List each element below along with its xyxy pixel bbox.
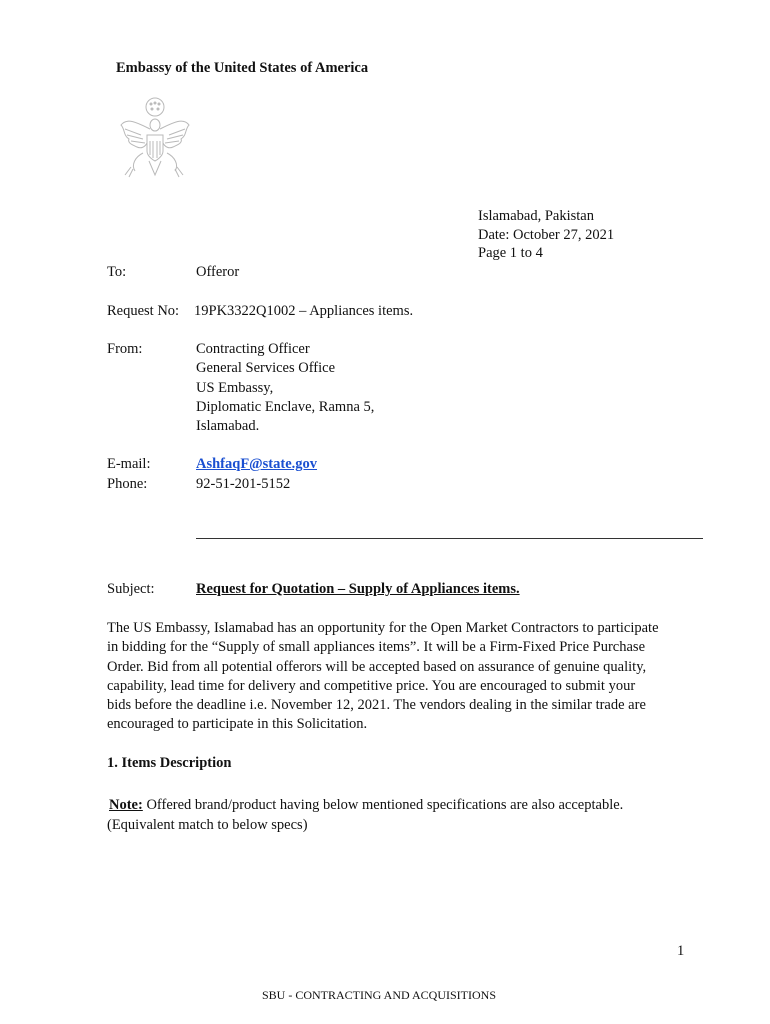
page-number: 1 bbox=[677, 943, 685, 959]
place-line: Islamabad, Pakistan bbox=[478, 208, 594, 224]
request-value: 19PK3322Q1002 – Appliances items. bbox=[194, 303, 414, 319]
phone-label: Phone: bbox=[107, 476, 148, 492]
from-line: US Embassy, bbox=[196, 380, 274, 396]
body-line: bids before the deadline i.e. November 12, 2021. The vendors dealing in the similar trade are bbox=[107, 697, 646, 713]
from-line: Diplomatic Enclave, Ramna 5, bbox=[196, 399, 375, 415]
to-value: Offeror bbox=[196, 264, 240, 280]
note-text: Offered brand/product having below mentioned specifications are also acceptable. bbox=[142, 797, 624, 813]
note-label: Note: bbox=[109, 797, 143, 813]
classification-footer: SBU - CONTRACTING AND ACQUISITIONS bbox=[262, 988, 497, 1002]
body-line: The US Embassy, Islamabad has an opportunity for the Open Market Contractors to participate bbox=[107, 620, 659, 636]
embassy-title: Embassy of the United States of America bbox=[116, 60, 369, 76]
date-line: Date: October 27, 2021 bbox=[478, 227, 615, 243]
email-label: E-mail: bbox=[107, 456, 151, 472]
body-line: capability, lead time for delivery and competitive price. You are encouraged to submit your bbox=[107, 678, 636, 694]
email-link[interactable]: AshfaqF@state.gov bbox=[196, 456, 318, 472]
page-range-line: Page 1 to 4 bbox=[478, 245, 543, 261]
section-heading: 1. Items Description bbox=[107, 755, 232, 771]
us-great-seal-icon bbox=[113, 95, 197, 183]
note-line-2: (Equivalent match to below specs) bbox=[107, 817, 308, 833]
request-label: Request No: bbox=[107, 303, 180, 319]
note-line bbox=[109, 797, 623, 814]
from-label: From: bbox=[107, 341, 143, 357]
body-line: Order. Bid from all potential offerors will be accepted based on assurance of genuine quality, bbox=[107, 659, 647, 675]
to-label: To: bbox=[107, 264, 127, 280]
subject-label: Subject: bbox=[107, 581, 155, 597]
divider-line bbox=[196, 538, 703, 539]
subject-value: Request for Quotation – Supply of Appliances items. bbox=[196, 581, 520, 597]
body-line: in bidding for the “Supply of small appliances items”. It will be a Firm-Fixed Price Purchase bbox=[107, 639, 646, 655]
from-line: Contracting Officer bbox=[196, 341, 310, 357]
body-line: encouraged to participate in this Solicitation. bbox=[107, 716, 368, 732]
phone-value: 92-51-201-5152 bbox=[196, 476, 291, 492]
from-line: General Services Office bbox=[196, 360, 336, 376]
from-line: Islamabad. bbox=[196, 418, 260, 434]
